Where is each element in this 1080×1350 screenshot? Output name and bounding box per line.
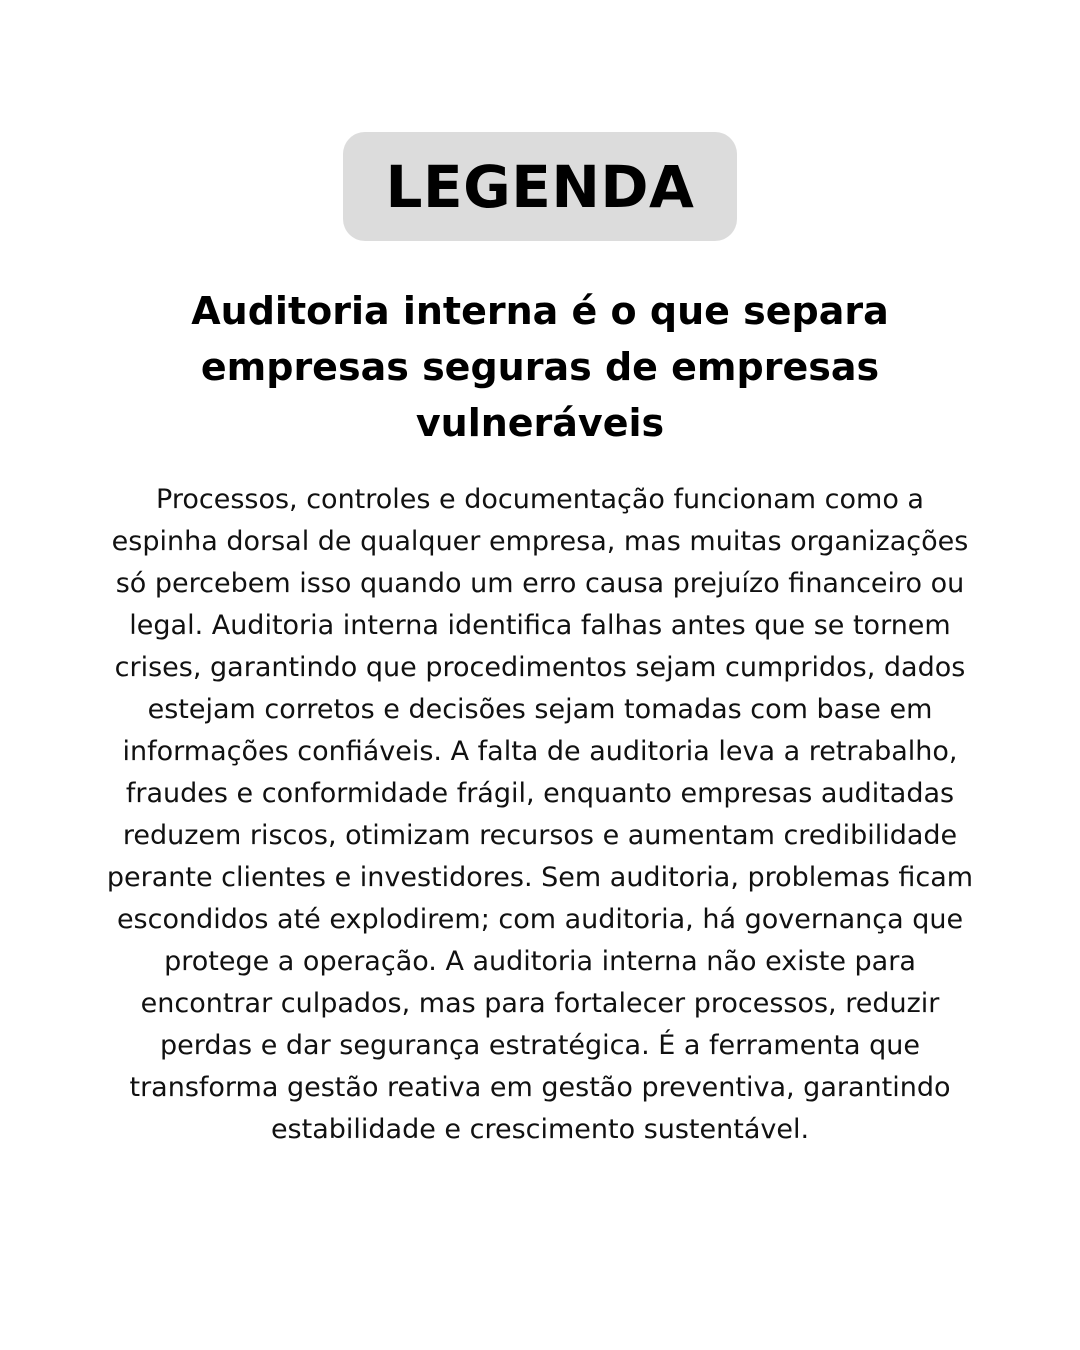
headline: Auditoria interna é o que separa empresas seguras de empresas vulneráveis: [191, 289, 889, 445]
badge-container: [0, 132, 1080, 241]
legend-badge-label: LEGENDA: [385, 152, 695, 221]
body-paragraph: Processos, controles e documentação funcionam como a espinha dorsal de qualquer empresa, mas muitas organizações só percebem isso quando um erro causa prejuízo financeiro ou legal. Auditoria interna identifica falhas antes que se tornem crises, garantindo que procedimentos sejam cumpridos, dados estejam corretos e decisões sejam tomadas com base em informações confiáveis. A falta de auditoria leva a retrabalho, fraudes e conformidade frágil, enquanto empresas auditadas reduzem riscos, otimizam recursos e aumentam credibilidade perante clientes e investidores. Sem auditoria, problemas ficam escondidos até explodirem; com auditoria, há governança que protege a operação. A auditoria interna não existe para encontrar culpados, mas para fortalecer processos, reduzir perdas e dar segurança estratégica. É a ferramenta que transforma gestão reativa em gestão preventiva, garantindo estabilidade e crescimento sustentável.: [106, 484, 974, 1145]
legend-badge: [343, 132, 737, 241]
